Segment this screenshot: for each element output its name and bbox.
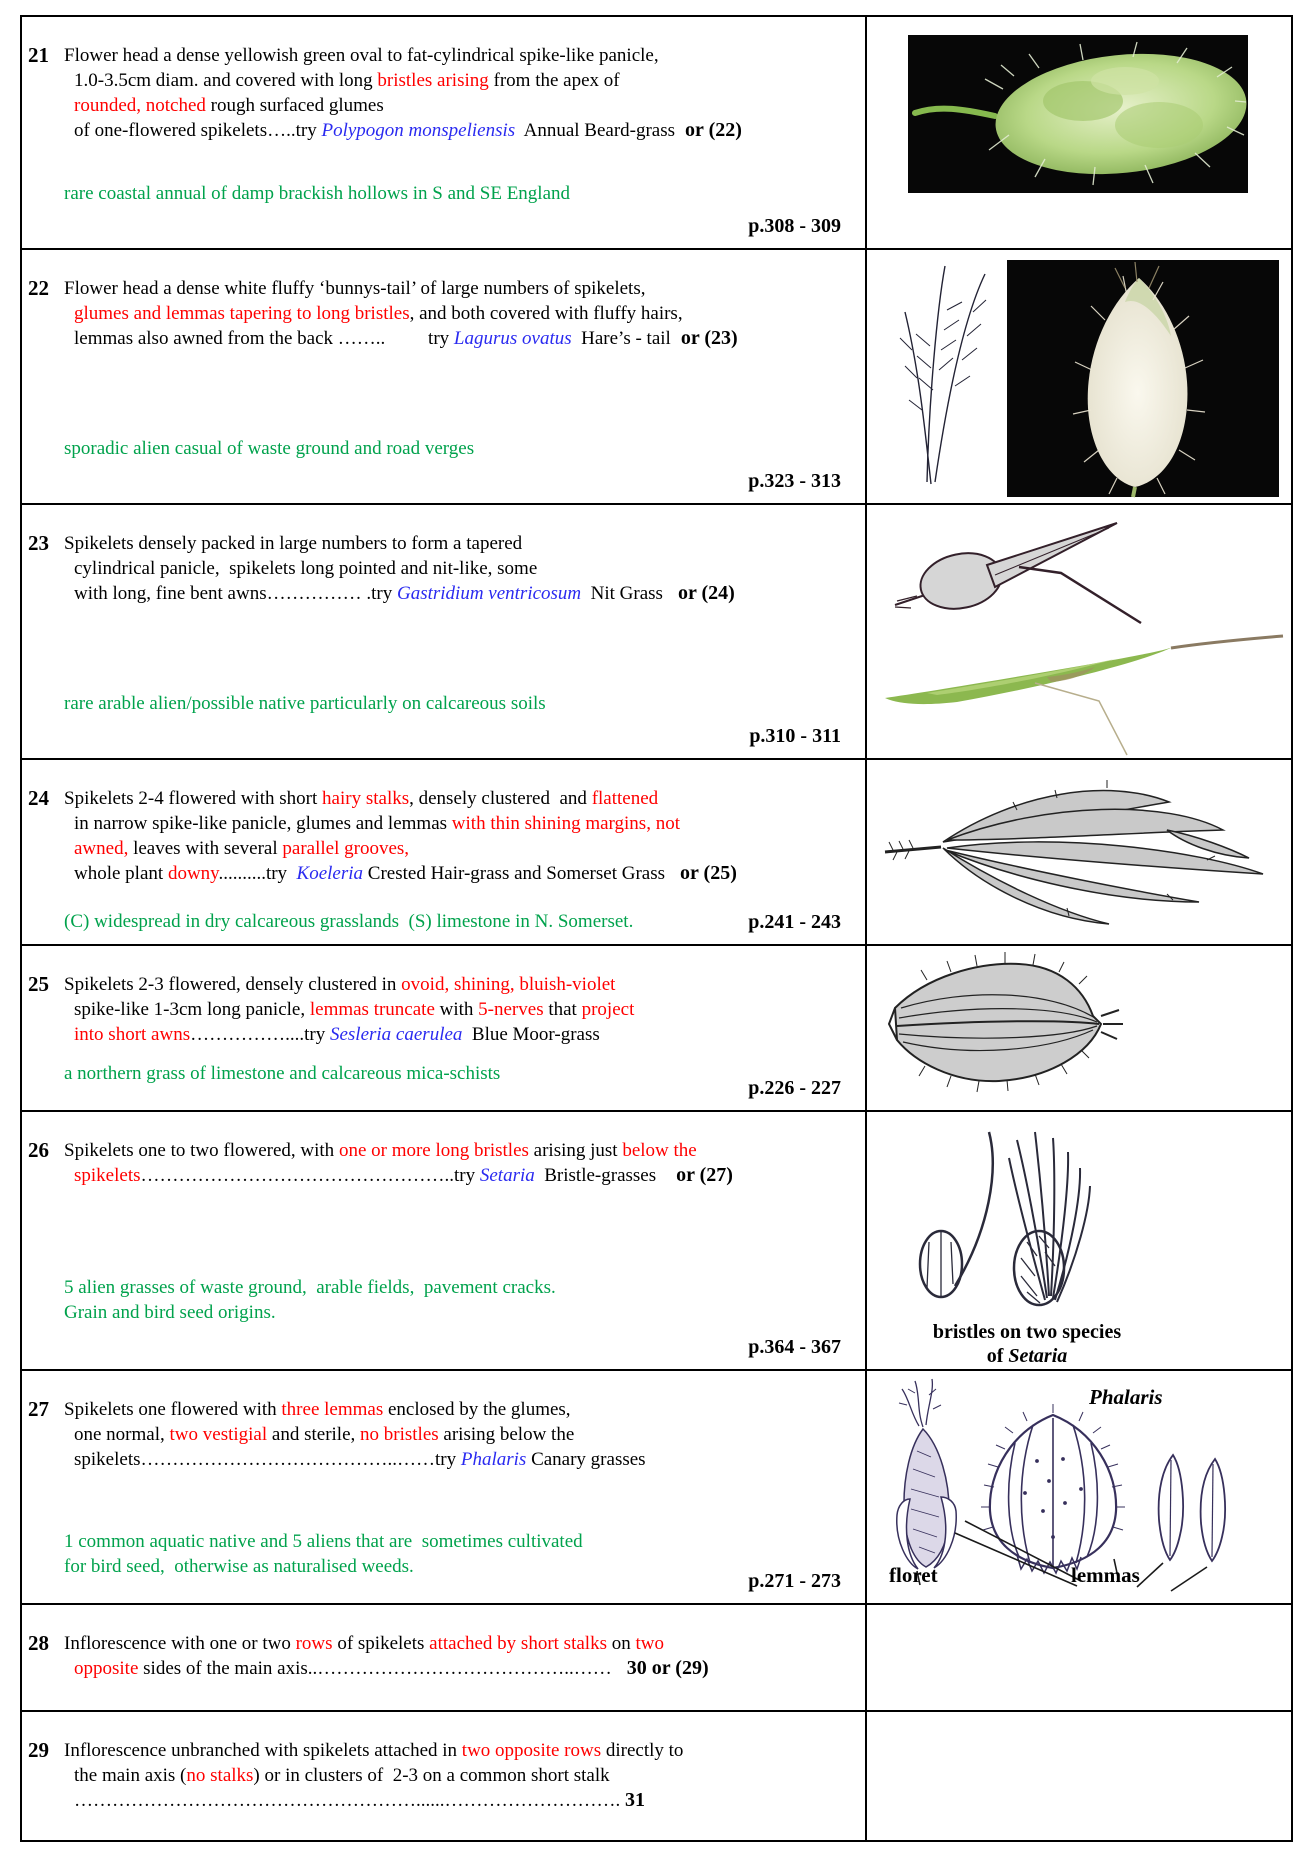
entry-lines (64, 43, 742, 143)
key-row-28 (22, 1605, 1291, 1712)
key-row-26 (22, 1112, 1291, 1371)
awned-spikelet-drawing (900, 266, 986, 484)
entry-number: 29 (28, 1738, 49, 1762)
text-line: 1.0-3.5cm diam. and covered with long bristles arising from the apex of (74, 70, 620, 91)
habitat-note (64, 909, 748, 934)
text-line: ………………………………………………......………………………. 31 (74, 1789, 645, 1811)
entry-body (22, 1738, 865, 1813)
key-row-29 (22, 1712, 1291, 1840)
key-row-27 (22, 1371, 1291, 1605)
entry-footer (22, 1275, 865, 1367)
entry-lines (64, 1397, 646, 1472)
habitat-note (64, 691, 749, 716)
habitat-line: (C) widespread in dry calcareous grasslands (S) limestone in N. Somerset. (64, 911, 634, 932)
lemmas-label: lemmas (1071, 1563, 1140, 1587)
nit-spikelet-drawing (895, 523, 1141, 623)
text-line: Spikelets 2-3 flowered, densely clustered in ovoid, shining, bluish-violet (64, 974, 616, 995)
caption-line1: bristles on two species (932, 1321, 1122, 1343)
text-line: Spikelets one flowered with three lemmas enclosed by the glumes, (64, 1399, 571, 1420)
page-reference: p.241 - 243 (748, 911, 841, 933)
entry-26-figure (867, 1112, 1291, 1369)
entry-24-text (22, 760, 867, 944)
entry-body (22, 276, 865, 351)
entry-lines (64, 1738, 683, 1813)
entry-27-figure (867, 1371, 1291, 1603)
polypogon-panicle-photo (867, 17, 1289, 248)
entry-28-figure-empty (867, 1605, 1291, 1710)
habitat-line: Grain and bird seed origins. (64, 1302, 276, 1323)
koeleria-spikelet-cluster-drawing (867, 760, 1289, 944)
text-line: in narrow spike-like panicle, glumes and lemmas with thin shining margins, not (74, 813, 680, 834)
lagurus-drawing-and-photo (867, 250, 1289, 503)
text-line: awned, leaves with several parallel grooves, (74, 838, 410, 859)
entry-22-text (22, 250, 867, 503)
key-row-23 (22, 505, 1291, 760)
gastridium-spikelet-images (867, 505, 1289, 758)
habitat-note (64, 1061, 748, 1086)
entry-lines (64, 276, 738, 351)
entry-footer (22, 436, 865, 501)
entry-number: 25 (28, 972, 49, 996)
sesleria-lemma-drawing (867, 946, 1289, 1110)
entry-body (22, 786, 865, 886)
text-line: Flower head a dense yellowish green oval to fat-cylindrical spike-like panicle, (64, 45, 659, 66)
habitat-note (64, 1529, 748, 1579)
entry-body (22, 1631, 865, 1681)
habitat-line: for bird seed, otherwise as naturalised weeds. (64, 1556, 414, 1577)
entry-number: 21 (28, 43, 49, 67)
text-line: rounded, notched rough surfaced glumes (74, 95, 384, 116)
entry-29-text (22, 1712, 867, 1840)
entry-footer (22, 1700, 865, 1708)
entry-footer (22, 909, 865, 942)
entry-28-text (22, 1605, 867, 1710)
entry-body (22, 972, 865, 1047)
text-line: opposite sides of the main axis..…………………………………..…… 30 or (29) (74, 1657, 709, 1679)
entry-22-figure (867, 250, 1291, 503)
entry-25-figure (867, 946, 1291, 1110)
text-line: of one-flowered spikelets…..try Polypogon monspeliensis Annual Beard-grass or (22) (74, 119, 742, 141)
text-line: whole plant downy..........try Koeleria Crested Hair-grass and Somerset Grass or (25) (74, 862, 737, 884)
figure-caption (877, 1320, 1177, 1368)
entry-23-figure (867, 505, 1291, 758)
entry-lines (64, 1138, 733, 1188)
habitat-line: 1 common aquatic native and 5 aliens that are sometimes cultivated (64, 1531, 583, 1552)
entry-footer (22, 181, 865, 246)
habitat-line: 5 alien grasses of waste ground, arable fields, pavement cracks. (64, 1277, 556, 1298)
habitat-note (64, 1275, 748, 1325)
key-row-25 (22, 946, 1291, 1112)
entry-27-text (22, 1371, 867, 1603)
entry-24-figure (867, 760, 1291, 944)
entry-footer (22, 1529, 865, 1601)
page-reference: p.226 - 227 (748, 1077, 841, 1099)
text-line: cylindrical panicle, spikelets long pointed and nit-like, some (74, 558, 538, 579)
habitat-line: sporadic alien casual of waste ground and road verges (64, 438, 475, 459)
habitat-line: rare arable alien/possible native particularly on calcareous soils (64, 693, 546, 714)
text-line: Spikelets one to two flowered, with one or more long bristles arising just below the (64, 1140, 697, 1161)
text-line: one normal, two vestigial and sterile, no bristles arising below the (74, 1424, 575, 1445)
entry-footer (22, 691, 865, 756)
entry-lines (64, 972, 634, 1047)
entry-body (22, 1138, 865, 1188)
text-line: the main axis (no stalks) or in clusters of 2-3 on a common short stalk (74, 1765, 610, 1786)
entry-number: 26 (28, 1138, 49, 1162)
text-line: spike-like 1-3cm long panicle, lemmas truncate with 5-nerves that project (74, 999, 635, 1020)
entry-lines (64, 1631, 709, 1681)
text-line: Inflorescence unbranched with spikelets attached in two opposite rows directly to (64, 1740, 684, 1761)
text-line: spikelets…………………………………..……try Phalaris Canary grasses (74, 1449, 646, 1470)
entry-26-text (22, 1112, 867, 1369)
text-line: lemmas also awned from the back …….. try Lagurus ovatus Hare’s - tail or (23) (74, 327, 738, 349)
caption-species: Setaria (1008, 1345, 1068, 1367)
entry-body (22, 531, 865, 606)
entry-number: 23 (28, 531, 49, 555)
text-line: into short awns……………....try Sesleria caerulea Blue Moor-grass (74, 1024, 600, 1045)
entry-footer (22, 1830, 865, 1838)
entry-number: 27 (28, 1397, 49, 1421)
text-line: Spikelets densely packed in large numbers to form a tapered (64, 533, 523, 554)
entry-body (22, 1397, 865, 1472)
entry-footer (22, 1061, 865, 1108)
page-reference: p.323 - 313 (748, 470, 841, 492)
page-reference: p.364 - 367 (748, 1336, 841, 1358)
habitat-note (64, 181, 748, 206)
entry-lines (64, 786, 737, 886)
entry-21-text (22, 17, 867, 248)
figure-title: Phalaris (1089, 1385, 1163, 1409)
entry-number: 28 (28, 1631, 49, 1655)
entry-body (22, 43, 865, 143)
page-reference: p.271 - 273 (748, 1570, 841, 1592)
text-line: Spikelets 2-4 flowered with short hairy stalks, densely clustered and flattened (64, 788, 659, 809)
entry-23-text (22, 505, 867, 758)
entry-lines (64, 531, 735, 606)
text-line: with long, fine bent awns…………… .try Gastridium ventricosum Nit Grass or (24) (74, 582, 735, 604)
habitat-line: a northern grass of limestone and calcareous mica-schists (64, 1063, 501, 1084)
entry-25-text (22, 946, 867, 1110)
page-reference: p.310 - 311 (749, 725, 841, 747)
text-line: glumes and lemmas tapering to long bristles, and both covered with fluffy hairs, (74, 303, 683, 324)
caption-of: of (986, 1345, 1009, 1367)
text-line: spikelets…………………………………………..try Setaria Bristle-grasses or (27) (74, 1164, 733, 1186)
entry-29-figure-empty (867, 1712, 1291, 1840)
text-line: Flower head a dense white fluffy ‘bunnys-tail’ of large numbers of spikelets, (64, 278, 646, 299)
habitat-note (64, 436, 748, 461)
entry-number: 22 (28, 276, 49, 300)
grass-key-table (20, 15, 1293, 1842)
habitat-line: rare coastal annual of damp brackish hollows in S and SE England (64, 183, 571, 204)
entry-number: 24 (28, 786, 49, 810)
text-line: Inflorescence with one or two rows of spikelets attached by short stalks on two (64, 1633, 664, 1654)
page-reference: p.308 - 309 (748, 215, 841, 237)
key-row-22 (22, 250, 1291, 505)
entry-21-figure (867, 17, 1291, 248)
key-row-21 (22, 17, 1291, 250)
key-row-24 (22, 760, 1291, 946)
floret-label: floret (889, 1563, 938, 1587)
